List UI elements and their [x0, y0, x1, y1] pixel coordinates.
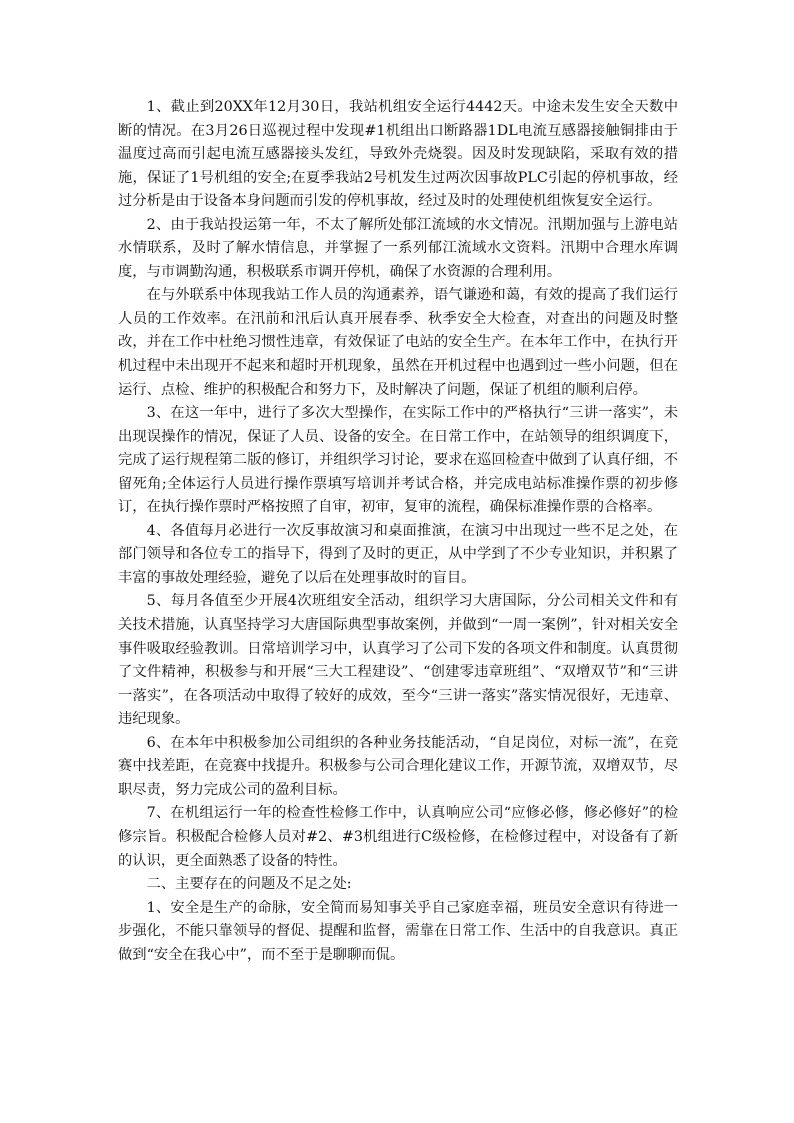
- paragraph-safety-awareness: 1、安全是生产的命脉，安全简而易知事关乎自己家庭幸福，班员安全意识有待进一步强化，不能只靠领导的督促、提醒和监督，需靠在日常工作、生活中的自我意识。真正做到“安全在我心中”，而不至于是聊聊而侃。: [118, 899, 678, 963]
- paragraph-maintenance: 7、在机组运行一年的检查性检修工作中，认真响应公司“应修必修，修必修好”的检修宗旨。积极配合检修人员对#2、#3机组进行C级检修，在检修过程中，对设备有了新的认识，更全面熟悉了设备的特性。: [118, 805, 678, 869]
- document-body: [118, 96, 678, 967]
- paragraph-hydrology: 2、由于我站投运第一年，不太了解所处郁江流域的水文情况。汛期加强与上游电站水情联系，及时了解水情信息，并掌握了一系列郁江流域水文资料。汛期中合理水库调度，与市调勤沟通，积极联系市调开停机，确保了水资源的合理利用。: [118, 216, 678, 280]
- section-heading-problems: 二、主要存在的问题及不足之处:: [146, 876, 352, 893]
- paragraph-operations: 3、在这一年中，进行了多次大型操作，在实际工作中的严格执行“三讲一落实”，未出现误操作的情况，保证了人员、设备的安全。在日常工作中，在站领导的组织调度下，完成了运行规程第二版的修订，并组织学习讨论，要求在巡回检查中做到了认真仔细，不留死角;全体运行人员进行操作票填写培训并考试合格，并完成电站标准操作票的初步修订，在执行操作票时严格按照了自审，初审，复审的流程，确保标准操作票的合格率。: [118, 405, 678, 516]
- paragraph-drills: 4、各值每月必进行一次反事故演习和桌面推演，在演习中出现过一些不足之处，在部门领导和各位专工的指导下，得到了及时的更正，从中学到了不少专业知识，并积累了丰富的事故处理经验，避免了以后在处理事故时的盲目。: [118, 522, 678, 586]
- paragraph-safety-activities: 5、每月各值至少开展4次班组安全活动，组织学习大唐国际，分公司相关文件和有关技术措施，认真坚持学习大唐国际典型事故案例，并做到“一周一案例”，针对相关安全事件吸取经验教训。日常培训学习中，认真学习了公司下发的各项文件和制度。认真贯彻了文件精神，积极参与和开展“三大工程建设”、“创建零违章班组”、“双增双节”和“三讲一落实”，在各项活动中取得了较好的成效，至今“三讲一落实”落实情况很好，无违章、违纪现象。: [118, 593, 678, 728]
- paragraph-skills-activities: 6、在本年中积极参加公司组织的各种业务技能活动，“自足岗位，对标一流”，在竞赛中找差距，在竞赛中找提升。积极参与公司合理化建议工作，开源节流，双增双节，尽职尽责，努力完成公司的盈利目标。: [118, 734, 678, 798]
- paragraph-communication: 在与外联系中体现我站工作人员的沟通素养，语气谦逊和蔼，有效的提高了我们运行人员的工作效率。在汛前和汛后认真开展春季、秋季安全大检查，对查出的问题及时整改，并在工作中杜绝习惯性违章，有效保证了电站的安全生产。在本年工作中，在执行开机过程中未出现开不起来和超时开机现象，虽然在开机过程中也遇到过一些小问题，但在运行、点检、维护的积极配合和努力下，及时解决了问题，保证了机组的顺利启停。: [118, 287, 678, 398]
- paragraph-safety-operation: 1、截止到20XX年12月30日，我站机组安全运行4442天。中途未发生安全天数中断的情况。在3月26日巡视过程中发现#1机组出口断路器1DL电流互感器接触铜排由于温度过高而引起电流互感器接头发红，导致外壳烧裂。因及时发现缺陷，采取有效的措施，保证了1号机组的安全;在夏季我站2号机发生过两次因事故PLC引起的停机事故，经过分析是由于设备本身问题而引发的停机事故，经过及时的处理使机组恢复安全运行。: [118, 99, 678, 210]
